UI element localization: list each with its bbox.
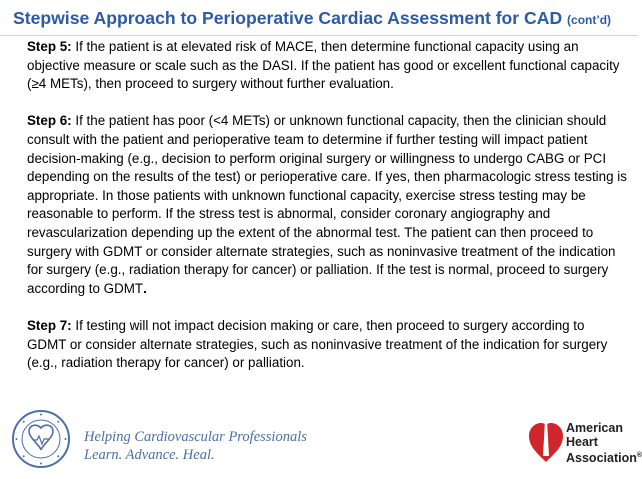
- aha-word-2: Heart: [566, 435, 598, 449]
- step-7-label: Step 7:: [27, 317, 72, 333]
- acc-tagline: [84, 428, 307, 464]
- aha-heart-torch-icon: [526, 416, 566, 466]
- slide-header: [0, 0, 638, 34]
- step-6-label: Step 6:: [27, 113, 72, 129]
- slide-title: [13, 8, 611, 29]
- acc-tagline-line-2: Learn. Advance. Heal.: [84, 447, 215, 463]
- step-7-text: If testing will not impact decision making or care, then proceed to surgery according to GDMT or consider alternate strategies, such as noninvasive treatment of the indication for surgery (e.g., radiation therapy for cancer) or palliation.: [27, 317, 608, 371]
- slide-title-main: Stepwise Approach to Perioperative Cardiac Assessment for CAD: [13, 8, 568, 28]
- step-5-text: If the patient is at elevated risk of MACE, then determine functional capacity using an objective measure or scale such as the DASI. If the patient has good or excellent functional capacity (≥4 METs), then proceed to surgery without further evaluation.: [27, 39, 620, 92]
- title-divider: [0, 35, 638, 36]
- slide-title-suffix: (cont’d): [567, 13, 612, 27]
- step-6-end: .: [143, 280, 147, 296]
- aha-word-3-text: Association: [566, 451, 637, 466]
- aha-wordmark: [566, 421, 642, 465]
- step-5-label: Step 5:: [27, 39, 72, 54]
- step-7-paragraph: [27, 317, 627, 373]
- aha-word-3: [566, 449, 642, 465]
- acc-seal-icon: [12, 410, 70, 468]
- step-5-paragraph: [27, 38, 627, 94]
- aha-word-1: American: [566, 421, 623, 435]
- aha-registered-mark: ®: [636, 452, 642, 459]
- slide-body: [27, 38, 627, 391]
- acc-tagline-line-1: Helping Cardiovascular Professionals: [84, 429, 307, 445]
- step-6-text: If the patient has poor (<4 METs) or unknown functional capacity, then the clinician should consult with the patient and perioperative team to determine if further testing will impact patient decision-making (e.g., decision to perform original surgery or willingness to undergo CABG or PCI depending on the results of the test) or perioperative care. If yes, then pharmacologic stress testing is appropriate. In those patients with unknown functional capacity, exercise stress testing may be reasonable to perform. If the stress test is abnormal, consider coronary angiography and revascularization depending up the extent of the abnormal test. The patient can then proceed to surgery with GDMT or consider alternate strategies, such as noninvasive treatment of the indication for surgery (e.g., radiation therapy for cancer) or palliation. If the test is normal, proceed to surgery according to GDMT: [27, 113, 627, 296]
- step-6-paragraph: [27, 112, 627, 298]
